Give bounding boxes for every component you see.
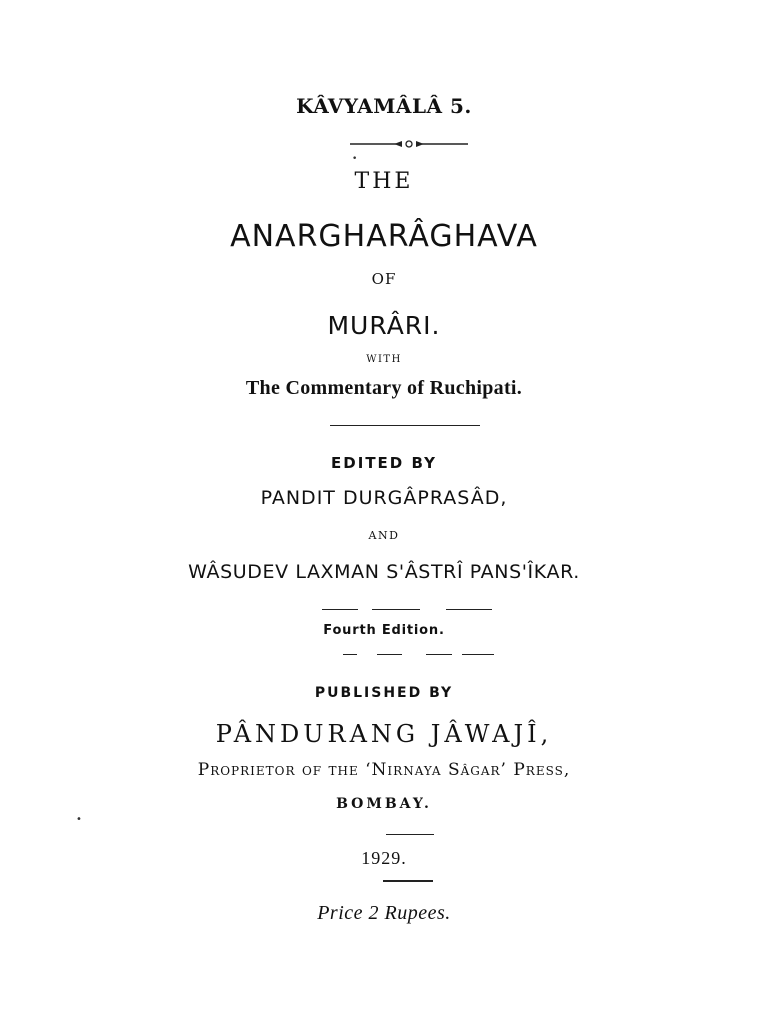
dashed-rule [426, 654, 452, 655]
dashed-rule [322, 609, 358, 610]
commentary-line: The Commentary of Ruchipati. [245, 377, 523, 399]
dashed-rule [446, 609, 492, 610]
city-name: BOMBAY. [336, 796, 432, 812]
editor-name-1: PANDIT DURGÂPRASÂD, [260, 487, 508, 509]
publisher-name: PÂNDURANG JÂWAJÎ, [215, 720, 553, 748]
publication-year: 1929. [361, 848, 407, 868]
dashed-rule [462, 654, 494, 655]
author-name: MURÂRI. [327, 311, 441, 340]
ornament-divider-icon [348, 136, 470, 152]
divider-rule [330, 425, 480, 426]
edited-by-label: EDITED BY [331, 454, 437, 472]
divider-rule [383, 880, 433, 882]
dashed-rule [343, 654, 357, 655]
title-article: THE [354, 169, 414, 194]
title-with: WITH [366, 354, 402, 365]
divider-rule [386, 834, 434, 835]
edition-label: Fourth Edition. [323, 623, 445, 638]
series-title: KÂVYAMÂLÂ 5. [296, 94, 472, 118]
dashed-rule [377, 654, 402, 655]
dashed-rule [372, 609, 420, 610]
title-of: OF [371, 270, 397, 288]
press-line: Proprietor of the ‘Nirnaya Sâgar’ Press, [197, 760, 571, 780]
ink-speck-icon: • [76, 814, 82, 825]
price-line: Price 2 Rupees. [317, 902, 451, 924]
editor-name-2: WÂSUDEV LAXMAN S'ÂSTRÎ PANS'ÎKAR. [188, 561, 580, 583]
work-title: ANARGHARÂGHAVA [230, 219, 538, 254]
published-by-label: PUBLISHED BY [314, 685, 454, 701]
and-label: AND [368, 529, 400, 542]
ink-speck-icon: • [352, 154, 358, 164]
